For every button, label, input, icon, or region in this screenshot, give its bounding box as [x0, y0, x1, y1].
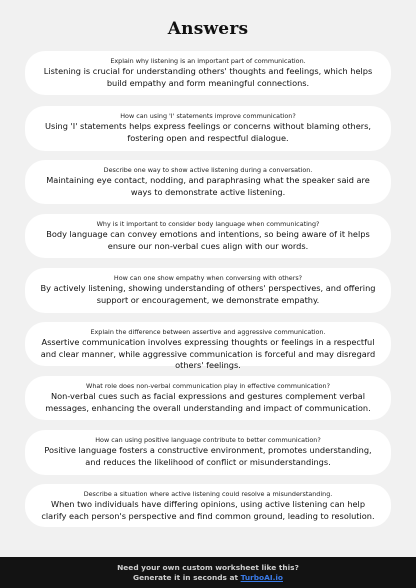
question-text: How can using positive language contribute to better communication?: [95, 436, 321, 444]
footer-line-1: Need your own custom worksheet like this?: [117, 563, 299, 572]
answer-card: [25, 268, 391, 313]
question-text: Explain the difference between assertive and aggressive communication.: [90, 328, 326, 336]
answer-text: When two individuals have differing opinions, using active listening can help clarify each person's perspective and find common ground, leading to resolution.: [41, 499, 375, 521]
answer-card: [25, 106, 391, 151]
question-text: How can one show empathy when conversing with others?: [113, 274, 303, 282]
answer-text: Body language can convey emotions and intentions, so being aware of it helps ensure our non-verbal cues align with our words.: [46, 229, 370, 251]
question-text: Why is it important to consider body language when communicating?: [96, 220, 320, 228]
promo-footer: [0, 557, 416, 588]
footer-line-2: [0, 573, 416, 583]
answer-card: [25, 51, 391, 95]
answer-card: [25, 160, 391, 204]
answer-text: Positive language fosters a constructive environment, promotes understanding, and reduces the likelihood of conflict or misunderstandings.: [44, 445, 372, 467]
answer-card: [25, 484, 391, 527]
answer-card: [25, 430, 391, 475]
question-text: Describe a situation where active listening could resolve a misunderstanding.: [83, 490, 333, 498]
question-text: Explain why listening is an important part of communication.: [110, 57, 306, 65]
answer-text: Using 'I' statements helps express feelings or concerns without blaming others, fostering open and respectful dialogue.: [45, 121, 371, 143]
answer-card: [25, 322, 391, 371]
answer-text: By actively listening, showing understanding of others' perspectives, and offering support or encouragement, we demonstrate empathy.: [40, 283, 376, 305]
footer-line-2-prefix: Generate it in seconds at: [133, 573, 241, 582]
question-text: How can using 'I' statements improve communication?: [120, 112, 296, 120]
footer-link[interactable]: TurboAI.io: [240, 573, 283, 582]
question-text: Describe one way to show active listening during a conversation.: [103, 166, 313, 174]
answer-text: Non-verbal cues such as facial expressions and gestures complement verbal messages, enhancing the overall understanding and impact of communication.: [45, 391, 371, 413]
page-title: Answers: [167, 19, 249, 39]
question-text: What role does non-verbal communication play in effective communication?: [86, 382, 330, 390]
answer-text: Listening is crucial for understanding others' thoughts and feelings, which helps build empathy and form meaningful connections.: [43, 66, 373, 88]
answer-card: [25, 376, 391, 420]
answer-text: Maintaining eye contact, nodding, and paraphrasing what the speaker said are ways to demonstrate active listening.: [46, 175, 370, 197]
answer-card: [25, 214, 391, 258]
answer-text: Assertive communication involves expressing thoughts or feelings in a respectful and clear manner, while aggressive communication is forceful and may disregard others' feelings.: [40, 337, 376, 371]
